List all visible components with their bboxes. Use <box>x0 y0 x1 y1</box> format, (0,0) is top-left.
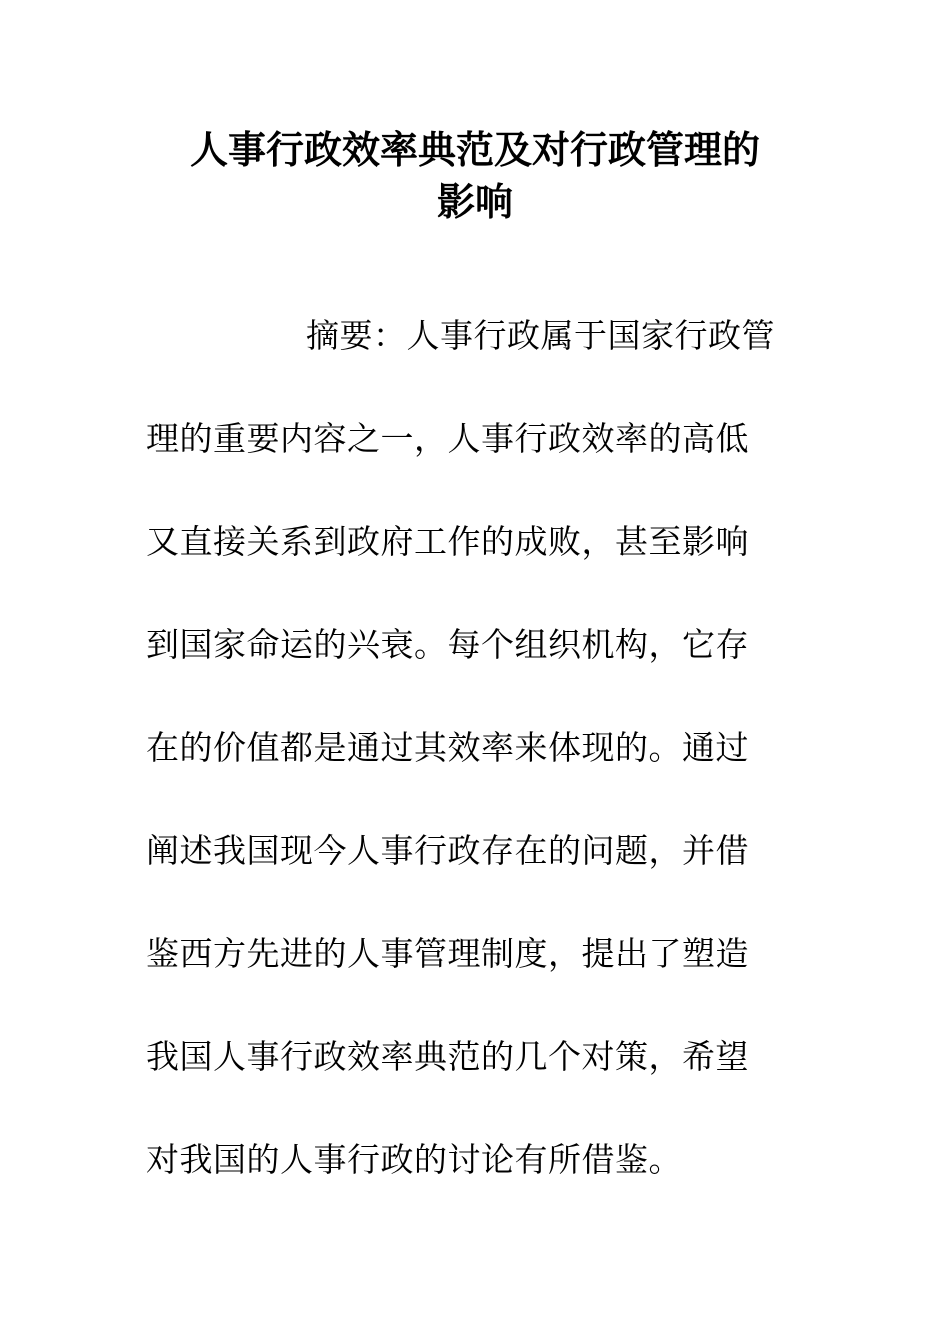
abstract-line: 理的重要内容之一，人事行政效率的高低 <box>146 419 749 458</box>
title-line: 影响 <box>436 179 513 224</box>
abstract-line: 又直接关系到政府工作的成败，甚至影响 <box>146 522 749 561</box>
abstract-line: 鉴西方先进的人事管理制度，提出了塑造 <box>146 934 749 973</box>
abstract-line: 到国家命运的兴衰。每个组织机构，它存 <box>146 625 749 664</box>
abstract-paragraph <box>146 310 806 1237</box>
abstract-line: 阐述我国现今人事行政存在的问题，并借 <box>146 831 749 870</box>
document-title <box>95 124 855 228</box>
abstract-line: 我国人事行政效率典范的几个对策，希望 <box>146 1037 749 1076</box>
abstract-line: 在的价值都是通过其效率来体现的。通过 <box>146 728 749 767</box>
abstract-line: 摘要：人事行政属于国家行政管 <box>306 316 775 355</box>
title-line: 人事行政效率典范及对行政管理的 <box>189 127 760 172</box>
abstract-line: 对我国的人事行政的讨论有所借鉴。 <box>146 1140 682 1179</box>
